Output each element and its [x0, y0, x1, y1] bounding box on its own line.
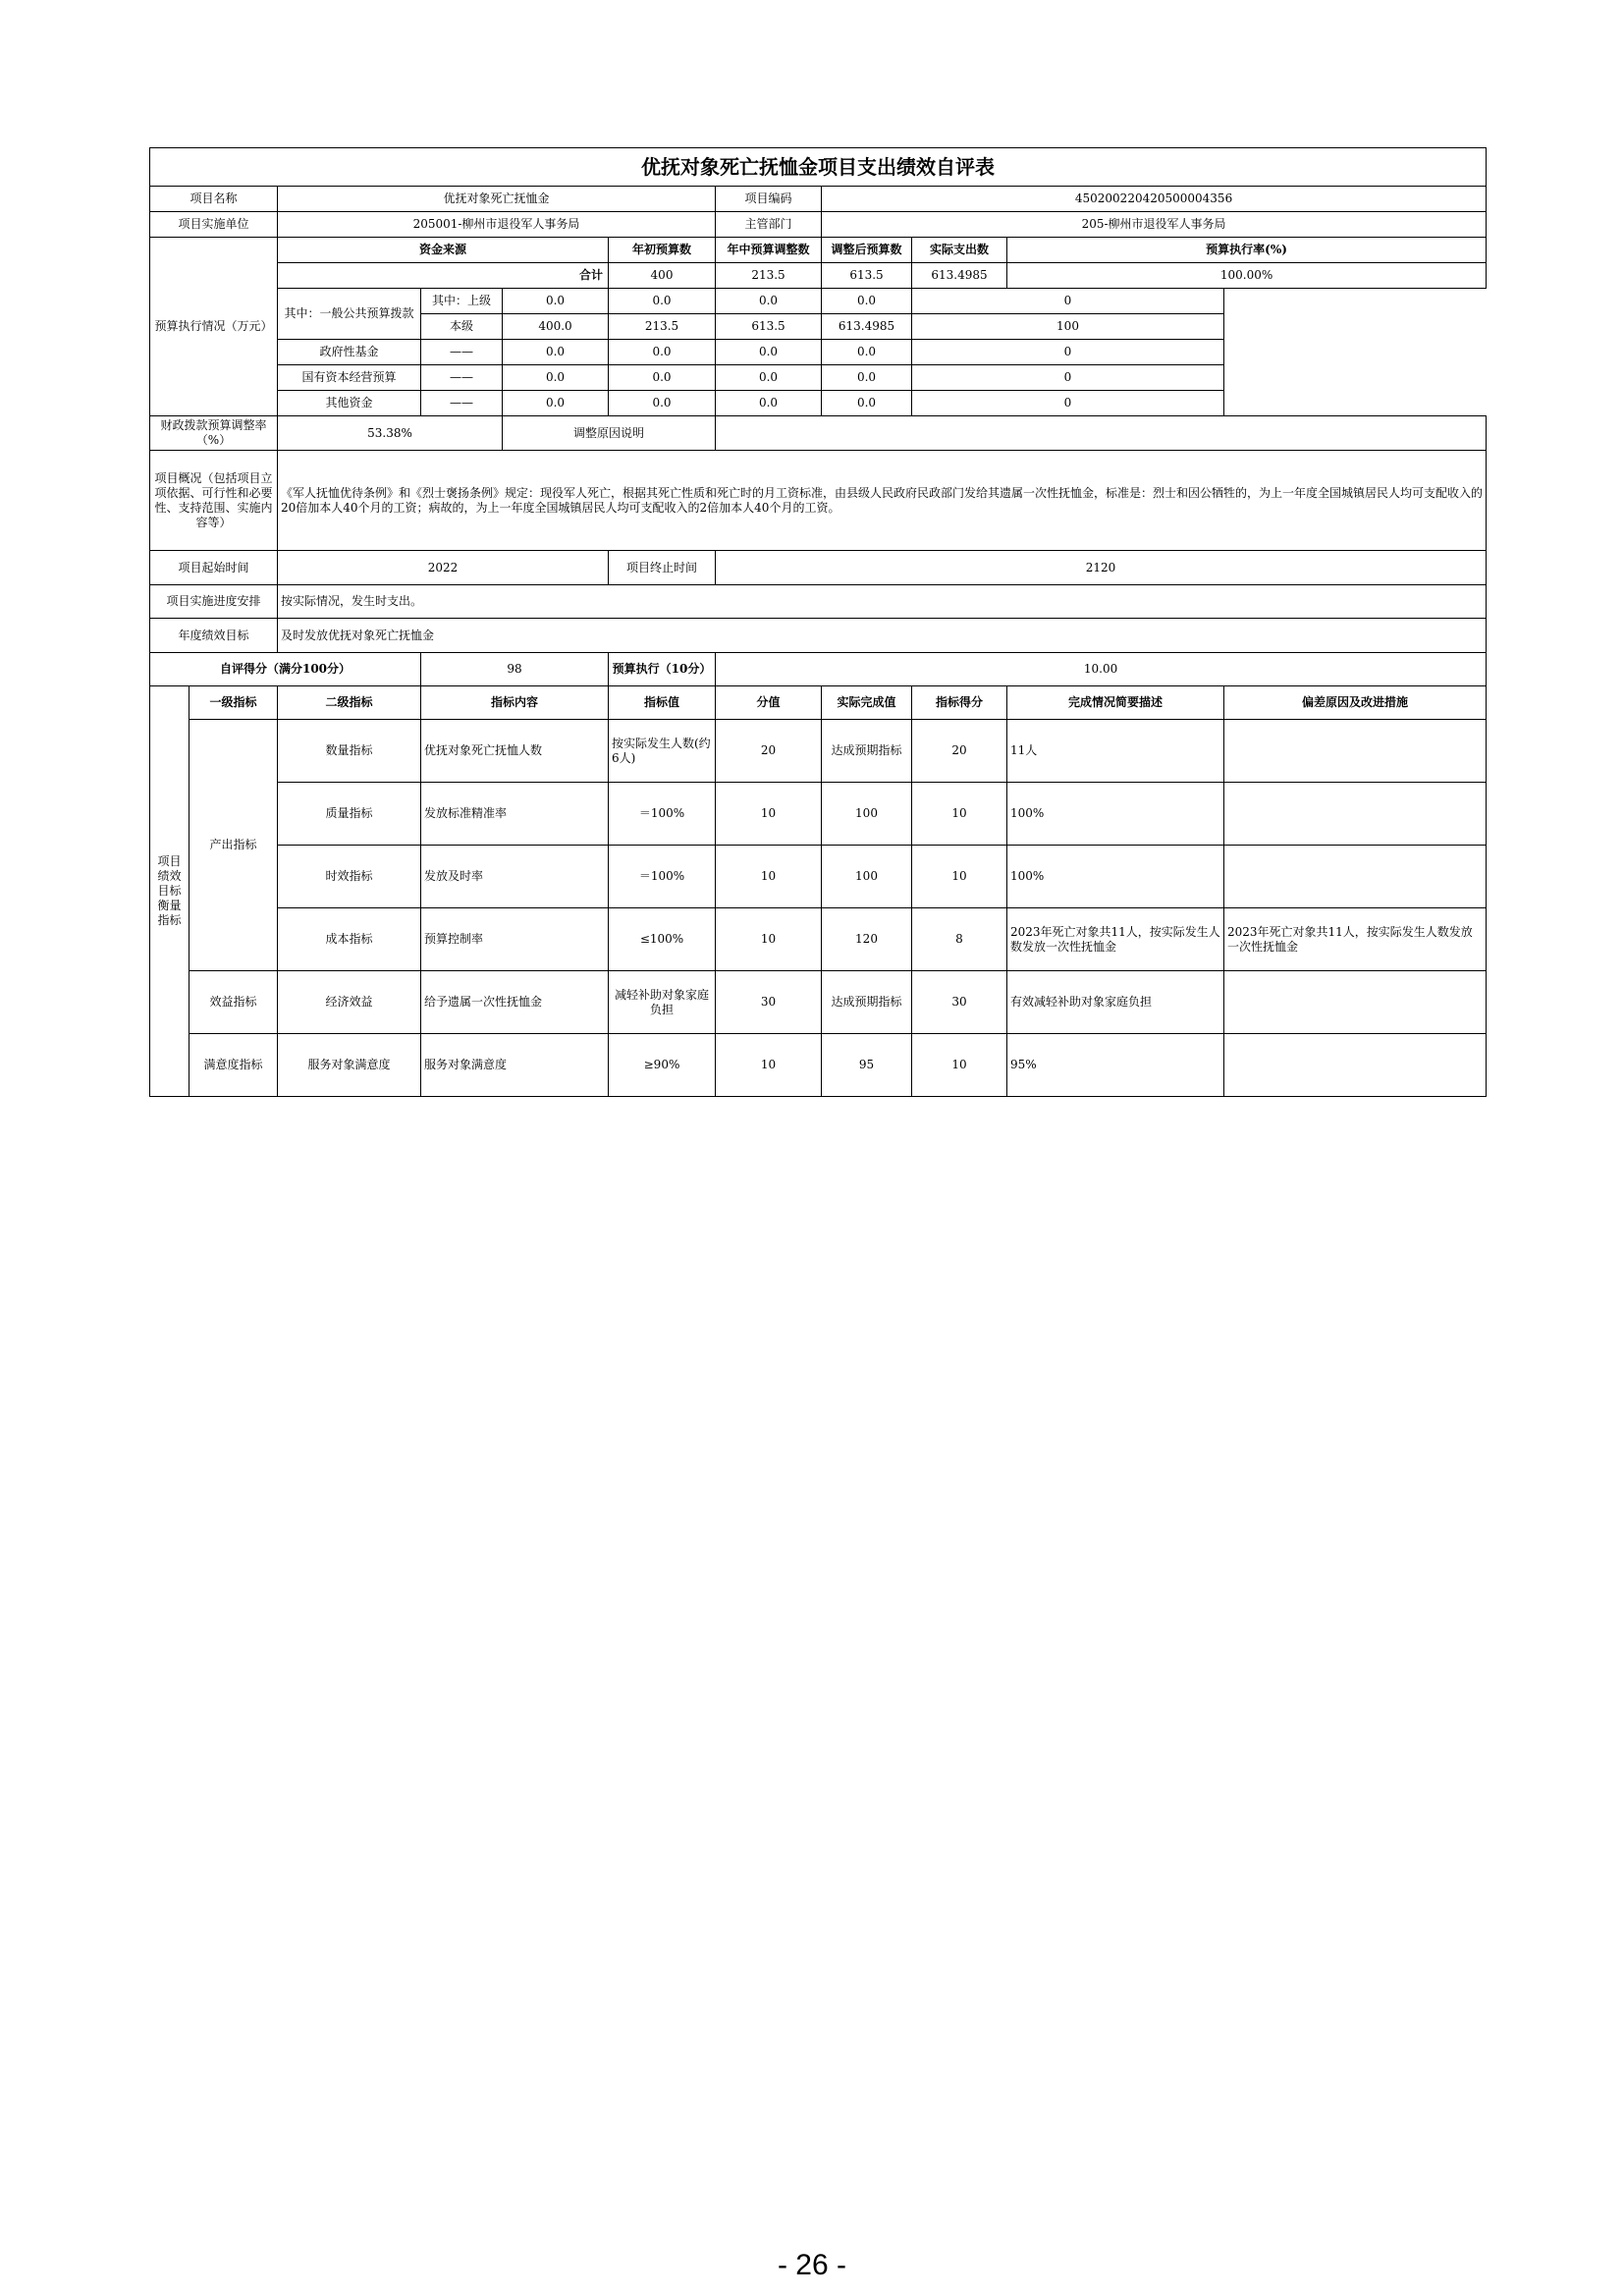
header-initial: 年初预算数: [609, 238, 716, 263]
overview-text: 《军人抚恤优待条例》和《烈士褒扬条例》规定：现役军人死亡，根据其死亡性质和死亡时的月工资标准，由县级人民政府民政部门发给其遗属一次性抚恤金，标准是：烈士和因公牺牲的，为上一年度全国城镇居民人均可支配收入的20倍加本人40个月的工资；病故的，为上一年度全国城镇居民人均可支配收入的2倍加本人40个月的工资。: [278, 451, 1487, 551]
gov-fund-adjust: 0.0: [609, 340, 716, 365]
target-satisfaction: ≥90%: [609, 1034, 716, 1097]
progress-text: 按实际情况，发生时支出。: [278, 585, 1487, 619]
page-number: - 26 -: [777, 2249, 847, 2281]
gov-fund-dash: ——: [421, 340, 503, 365]
project-name: 优抚对象死亡抚恤金: [278, 187, 716, 212]
weight-economic: 30: [716, 971, 822, 1034]
header-actual-value: 实际完成值: [822, 686, 912, 720]
header-target: 指标值: [609, 686, 716, 720]
content-satisfaction: 服务对象满意度: [421, 1034, 609, 1097]
evaluation-form: [149, 147, 1486, 1097]
total-actual: 613.4985: [912, 263, 1007, 289]
upper-rate: 0: [912, 289, 1224, 314]
score-quantity: 20: [912, 720, 1007, 783]
header-adjusted: 调整后预算数: [822, 238, 912, 263]
content-quantity: 优抚对象死亡抚恤人数: [421, 720, 609, 783]
header-rate: 预算执行率(%): [1007, 238, 1487, 263]
gov-fund-initial: 0.0: [503, 340, 609, 365]
total-adjusted: 613.5: [822, 263, 912, 289]
header-level2: 二级指标: [278, 686, 421, 720]
desc-quality: 100%: [1007, 783, 1224, 846]
local-adjust: 213.5: [609, 314, 716, 340]
gov-fund-adjusted: 0.0: [716, 340, 822, 365]
header-actual: 实际支出数: [912, 238, 1007, 263]
other-fund-rate: 0: [912, 391, 1224, 416]
reason-quantity: [1224, 720, 1487, 783]
actual-satisfaction: 95: [822, 1034, 912, 1097]
other-fund-label: 其他资金: [278, 391, 421, 416]
level2-quality: 质量指标: [278, 783, 421, 846]
state-capital-rate: 0: [912, 365, 1224, 391]
header-score: 指标得分: [912, 686, 1007, 720]
reason-quality: [1224, 783, 1487, 846]
target-quality: ＝100%: [609, 783, 716, 846]
target-quantity: 按实际发生人数(约6人): [609, 720, 716, 783]
header-weight: 分值: [716, 686, 822, 720]
other-fund-actual: 0.0: [822, 391, 912, 416]
desc-timeliness: 100%: [1007, 846, 1224, 908]
target-economic: 减轻补助对象家庭负担: [609, 971, 716, 1034]
upper-initial: 0.0: [503, 289, 609, 314]
project-name-label: 项目名称: [150, 187, 278, 212]
state-capital-dash: ——: [421, 365, 503, 391]
evaluation-table: [149, 147, 1487, 1097]
upper-adjusted: 0.0: [716, 289, 822, 314]
gov-fund-rate: 0: [912, 340, 1224, 365]
annual-goal-text: 及时发放优抚对象死亡抚恤金: [278, 619, 1487, 653]
general-budget-label: 其中：一般公共预算拨款: [278, 289, 421, 340]
reason-timeliness: [1224, 846, 1487, 908]
content-economic: 给予遗属一次性抚恤金: [421, 971, 609, 1034]
state-capital-adjusted: 0.0: [716, 365, 822, 391]
header-reason: 偏差原因及改进措施: [1224, 686, 1487, 720]
desc-quantity: 11人: [1007, 720, 1224, 783]
level1-output: 产出指标: [189, 720, 278, 971]
desc-economic: 有效减轻补助对象家庭负担: [1007, 971, 1224, 1034]
desc-satisfaction: 95%: [1007, 1034, 1224, 1097]
start-time-label: 项目起始时间: [150, 551, 278, 585]
gov-fund-actual: 0.0: [822, 340, 912, 365]
self-score-value: 98: [421, 653, 609, 686]
project-code-label: 项目编码: [716, 187, 822, 212]
weight-cost: 10: [716, 908, 822, 971]
level2-economic: 经济效益: [278, 971, 421, 1034]
score-quality: 10: [912, 783, 1007, 846]
impl-unit-label: 项目实施单位: [150, 212, 278, 238]
total-adjust: 213.5: [716, 263, 822, 289]
state-capital-actual: 0.0: [822, 365, 912, 391]
actual-cost: 120: [822, 908, 912, 971]
adjust-rate-value: 53.38%: [278, 416, 503, 451]
score-satisfaction: 10: [912, 1034, 1007, 1097]
content-timeliness: 发放及时率: [421, 846, 609, 908]
reason-cost: 2023年死亡对象共11人，按实际发生人数发放一次性抚恤金: [1224, 908, 1487, 971]
gov-fund-label: 政府性基金: [278, 340, 421, 365]
indicator-side-label: 项目绩效目标衡量指标: [150, 686, 189, 1097]
local-adjusted: 613.5: [716, 314, 822, 340]
content-quality: 发放标准精准率: [421, 783, 609, 846]
score-timeliness: 10: [912, 846, 1007, 908]
upper-label: 其中：上级: [421, 289, 503, 314]
adjust-rate-label: 财政拨款预算调整率（%）: [150, 416, 278, 451]
level2-timeliness: 时效指标: [278, 846, 421, 908]
annual-goal-label: 年度绩效目标: [150, 619, 278, 653]
state-capital-adjust: 0.0: [609, 365, 716, 391]
other-fund-dash: ——: [421, 391, 503, 416]
reason-satisfaction: [1224, 1034, 1487, 1097]
desc-cost: 2023年死亡对象共11人，按实际发生人数发放一次性抚恤金: [1007, 908, 1224, 971]
dept: 205-柳州市退役军人事务局: [822, 212, 1487, 238]
reason-economic: [1224, 971, 1487, 1034]
level2-cost: 成本指标: [278, 908, 421, 971]
dept-label: 主管部门: [716, 212, 822, 238]
target-cost: ≤100%: [609, 908, 716, 971]
local-initial: 400.0: [503, 314, 609, 340]
total-initial: 400: [609, 263, 716, 289]
actual-economic: 达成预期指标: [822, 971, 912, 1034]
header-content: 指标内容: [421, 686, 609, 720]
score-economic: 30: [912, 971, 1007, 1034]
weight-timeliness: 10: [716, 846, 822, 908]
header-desc: 完成情况简要描述: [1007, 686, 1224, 720]
self-score-label: 自评得分（满分100分）: [150, 653, 421, 686]
budget-exec-value: 10.00: [716, 653, 1487, 686]
state-capital-initial: 0.0: [503, 365, 609, 391]
state-capital-label: 国有资本经营预算: [278, 365, 421, 391]
budget-section-label: 预算执行情况（万元）: [150, 238, 278, 416]
end-time-label: 项目终止时间: [609, 551, 716, 585]
form-title: 优抚对象死亡抚恤金项目支出绩效自评表: [150, 148, 1487, 187]
budget-exec-label: 预算执行（10分）: [609, 653, 716, 686]
local-rate: 100: [912, 314, 1224, 340]
actual-quantity: 达成预期指标: [822, 720, 912, 783]
weight-satisfaction: 10: [716, 1034, 822, 1097]
level1-satisfaction: 满意度指标: [189, 1034, 278, 1097]
header-adjust: 年中预算调整数: [716, 238, 822, 263]
progress-label: 项目实施进度安排: [150, 585, 278, 619]
project-code: 450200220420500004356: [822, 187, 1487, 212]
start-time: 2022: [278, 551, 609, 585]
adjust-reason-value: [716, 416, 1487, 451]
upper-adjust: 0.0: [609, 289, 716, 314]
level2-quantity: 数量指标: [278, 720, 421, 783]
overview-label: 项目概况（包括项目立项依据、可行性和必要性、支持范围、实施内容等）: [150, 451, 278, 551]
actual-quality: 100: [822, 783, 912, 846]
local-label: 本级: [421, 314, 503, 340]
total-rate: 100.00%: [1007, 263, 1487, 289]
other-fund-adjusted: 0.0: [716, 391, 822, 416]
header-source: 资金来源: [278, 238, 609, 263]
target-timeliness: ＝100%: [609, 846, 716, 908]
content-cost: 预算控制率: [421, 908, 609, 971]
weight-quality: 10: [716, 783, 822, 846]
impl-unit: 205001-柳州市退役军人事务局: [278, 212, 716, 238]
level2-satisfaction: 服务对象满意度: [278, 1034, 421, 1097]
upper-actual: 0.0: [822, 289, 912, 314]
score-cost: 8: [912, 908, 1007, 971]
total-label: 合计: [278, 263, 609, 289]
other-fund-initial: 0.0: [503, 391, 609, 416]
adjust-reason-label: 调整原因说明: [503, 416, 716, 451]
end-time: 2120: [716, 551, 1487, 585]
actual-timeliness: 100: [822, 846, 912, 908]
local-actual: 613.4985: [822, 314, 912, 340]
other-fund-adjust: 0.0: [609, 391, 716, 416]
weight-quantity: 20: [716, 720, 822, 783]
level1-benefit: 效益指标: [189, 971, 278, 1034]
header-level1: 一级指标: [189, 686, 278, 720]
